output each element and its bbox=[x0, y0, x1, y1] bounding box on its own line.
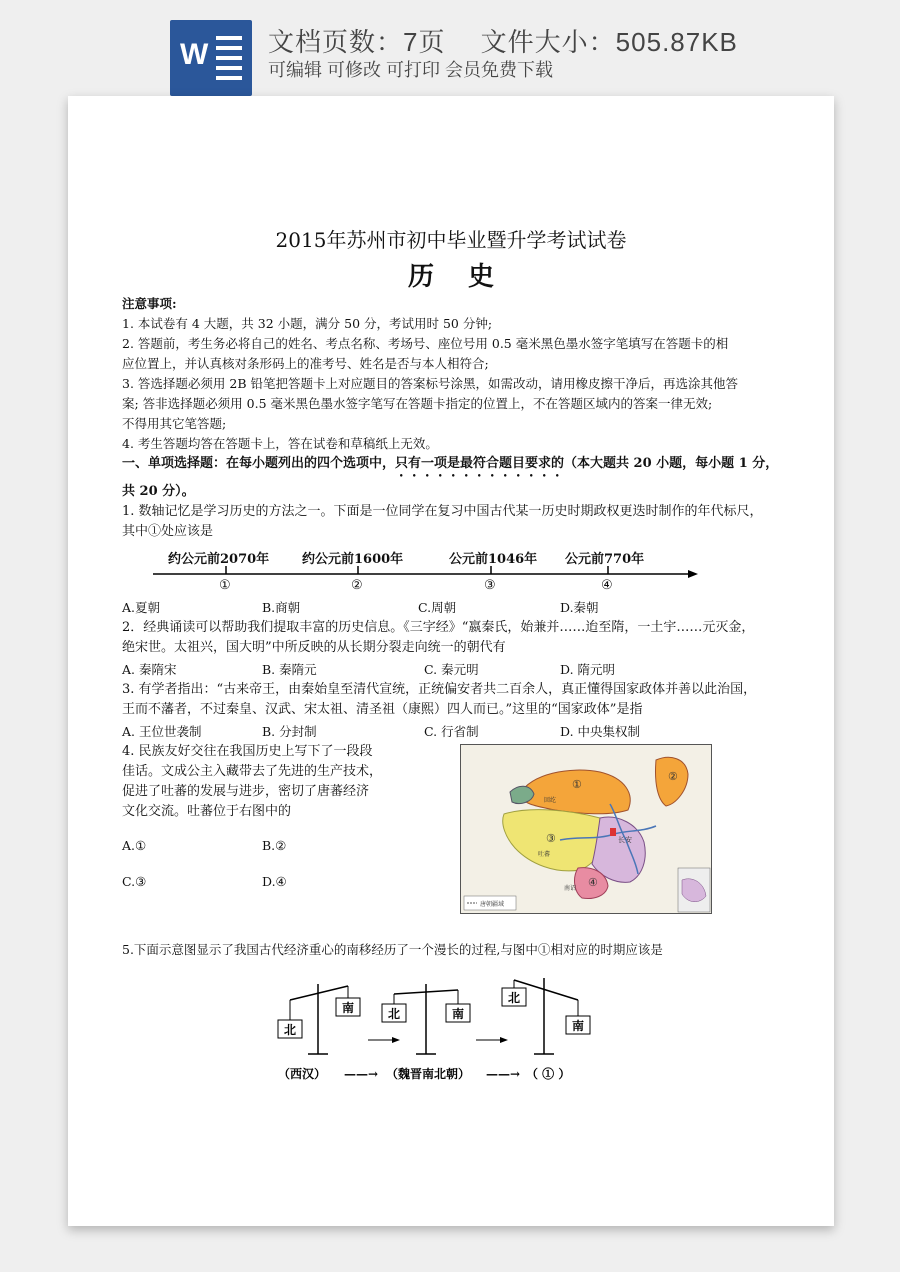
option: B. 秦隋元 bbox=[262, 662, 317, 677]
period-label: （魏晋南北朝） bbox=[386, 1067, 471, 1081]
question-4-text: 4. 民族友好交往在我国历史上写下了一段段 bbox=[122, 744, 373, 759]
question-3-text: 3. 有学者指出：“古来帝王，由秦始皇至清代宣统，正统偏安者共二百余人，真正懂得国家政体并善以此治国， bbox=[122, 682, 757, 697]
option: C.③ bbox=[122, 874, 147, 889]
section-one-heading bbox=[122, 454, 778, 480]
question-4-text: 文化交流。吐蕃位于右图中的 bbox=[122, 804, 292, 819]
file-info-subtitle: 可编辑 可修改 可打印 会员免费下载 bbox=[268, 60, 554, 80]
timeline-mark: ② bbox=[351, 578, 363, 593]
map-label-1: ① bbox=[572, 778, 582, 791]
notice-heading: 注意事项: bbox=[122, 296, 177, 311]
notice-line: 应位置上，并认真核对条形码上的准考号、姓名是否与本人相符合; bbox=[122, 356, 489, 371]
download-banner bbox=[0, 0, 900, 96]
option: A. 秦隋宋 bbox=[122, 662, 177, 677]
question-2-text: 绝宋世。太祖兴，国大明”中所反映的从长期分裂走向统一的朝代有 bbox=[122, 640, 506, 655]
section-one-heading-cont: 共 20 分）。 bbox=[122, 484, 195, 499]
option: A.① bbox=[122, 838, 147, 853]
notice-line: 4. 考生答题均答在答题卡上，答在试卷和草稿纸上无效。 bbox=[122, 436, 438, 451]
timeline-mark: ③ bbox=[484, 578, 496, 593]
option: B.② bbox=[262, 838, 287, 853]
option: D.秦朝 bbox=[560, 600, 599, 615]
scale-label-south: 南 bbox=[572, 1019, 585, 1033]
exam-paper-page bbox=[68, 96, 834, 1226]
balance-scale-western-han bbox=[278, 984, 360, 1054]
notice-line: 2. 答题前，考生务必将自己的姓名、考点名称、考场号、座位号用 0.5 毫米黑色墨水签字笔填写在答题卡的相 bbox=[122, 336, 729, 351]
timeline-mark: ① bbox=[219, 578, 231, 593]
question-4-text: 促进了吐蕃的发展与进步，密切了唐蕃经济 bbox=[122, 784, 370, 799]
option: B.商朝 bbox=[262, 600, 301, 615]
notice-line: 3. 答选择题必须用 2B 铅笔把答题卡上对应题目的答案标号涂黑，如需改动，请用橡皮擦干净后，再选涂其他答 bbox=[122, 376, 738, 391]
file-info-title: 文档页数：7页 文件大小：505.87KB bbox=[268, 27, 738, 57]
balance-scale-unknown-period bbox=[502, 978, 590, 1054]
word-icon-letter: W bbox=[180, 38, 209, 71]
transition-arrow bbox=[476, 1037, 508, 1043]
map-label-4: ④ bbox=[588, 876, 598, 889]
exam-title: 2015年苏州市初中毕业暨升学考试试卷 bbox=[275, 228, 627, 252]
scale-label-south: 南 bbox=[342, 1001, 355, 1015]
option: D.④ bbox=[262, 874, 287, 889]
map-label-nanzhao: 南诏 bbox=[564, 885, 577, 892]
option: C.周朝 bbox=[418, 600, 457, 615]
scale-label-north: 北 bbox=[388, 1007, 401, 1021]
timeline-mark: ④ bbox=[601, 578, 613, 593]
question-5-text: 5.下面示意图显示了我国古代经济重心的南移经历了一个漫长的过程,与图中①相对应的时期应该是 bbox=[122, 942, 663, 957]
scale-label-north: 北 bbox=[508, 991, 521, 1005]
timeline-label: 公元前1046年 bbox=[449, 552, 538, 567]
question-1-text: 其中①处应该是 bbox=[122, 524, 214, 539]
option: D. 隋元明 bbox=[560, 662, 616, 677]
period-arrow: ——→ bbox=[344, 1067, 379, 1081]
period-label: （ ① ） bbox=[526, 1067, 571, 1081]
notice-line: 不得用其它笔答题; bbox=[122, 416, 227, 431]
scale-label-north: 北 bbox=[284, 1023, 297, 1037]
exam-subject: 历史 bbox=[407, 262, 528, 292]
option: A. 王位世袭制 bbox=[122, 724, 202, 739]
map-label-3: ③ bbox=[546, 832, 556, 845]
timeline-label: 约公元前1600年 bbox=[302, 552, 404, 567]
scale-label-south: 南 bbox=[452, 1007, 465, 1021]
section-one-text-c: （本大题共 20 小题，每小题 1 分， bbox=[564, 456, 779, 471]
map-legend-label: 唐朝疆域 bbox=[480, 901, 505, 908]
word-document-icon bbox=[170, 20, 252, 96]
question-3-text: 王而不藩者，不过秦皇、汉武、宋太祖、清圣祖（康熙）四人而已。”这里的“国家政体”是指 bbox=[122, 702, 643, 717]
timeline-label: 公元前770年 bbox=[565, 552, 645, 567]
notice-line: 案; 答非选择题必须用 0.5 毫米黑色墨水签字笔写在答题卡指定的位置上，不在答题区域内的答案一律无效; bbox=[122, 396, 713, 411]
notice-line: 1. 本试卷有 4 大题，共 32 小题，满分 50 分，考试用时 50 分钟; bbox=[122, 316, 493, 331]
transition-arrow bbox=[368, 1037, 400, 1043]
section-one-emphasis: 只有一项是最符合题目要求的 bbox=[395, 456, 565, 471]
map-label-tubo: 吐蕃 bbox=[538, 851, 551, 858]
map-label-changan: 长安 bbox=[618, 836, 632, 844]
option: B. 分封制 bbox=[262, 724, 317, 739]
economic-center-diagram bbox=[268, 974, 598, 1094]
question-1-text: 1. 数轴记忆是学习历史的方法之一。下面是一位同学在复习中国古代某一历史时期政权更迭时制作的年代标尺， bbox=[122, 504, 763, 519]
question-4-text: 佳话。文成公主入藏带去了先进的生产技术， bbox=[122, 764, 383, 779]
timeline-label: 约公元前2070年 bbox=[168, 552, 270, 567]
option: C. 行省制 bbox=[424, 724, 479, 739]
tang-dynasty-map bbox=[460, 744, 712, 914]
map-label-huihe: 回纥 bbox=[544, 797, 557, 804]
option: A.夏朝 bbox=[122, 600, 161, 615]
option: C. 秦元明 bbox=[424, 662, 479, 677]
section-one-text-a: 一、单项选择题：在每小题列出的四个选项中， bbox=[122, 456, 396, 471]
option: D. 中央集权制 bbox=[560, 724, 641, 739]
map-label-2: ② bbox=[668, 770, 678, 783]
period-arrow: ——→ bbox=[486, 1067, 521, 1081]
question-2-text: 2．经典诵读可以帮助我们提取丰富的历史信息。《三字经》“嬴秦氏，始兼并……迨至隋，一土宇……元灭金， bbox=[122, 620, 755, 635]
period-label: （西汉） bbox=[278, 1067, 327, 1081]
map-capital-marker bbox=[610, 828, 616, 836]
